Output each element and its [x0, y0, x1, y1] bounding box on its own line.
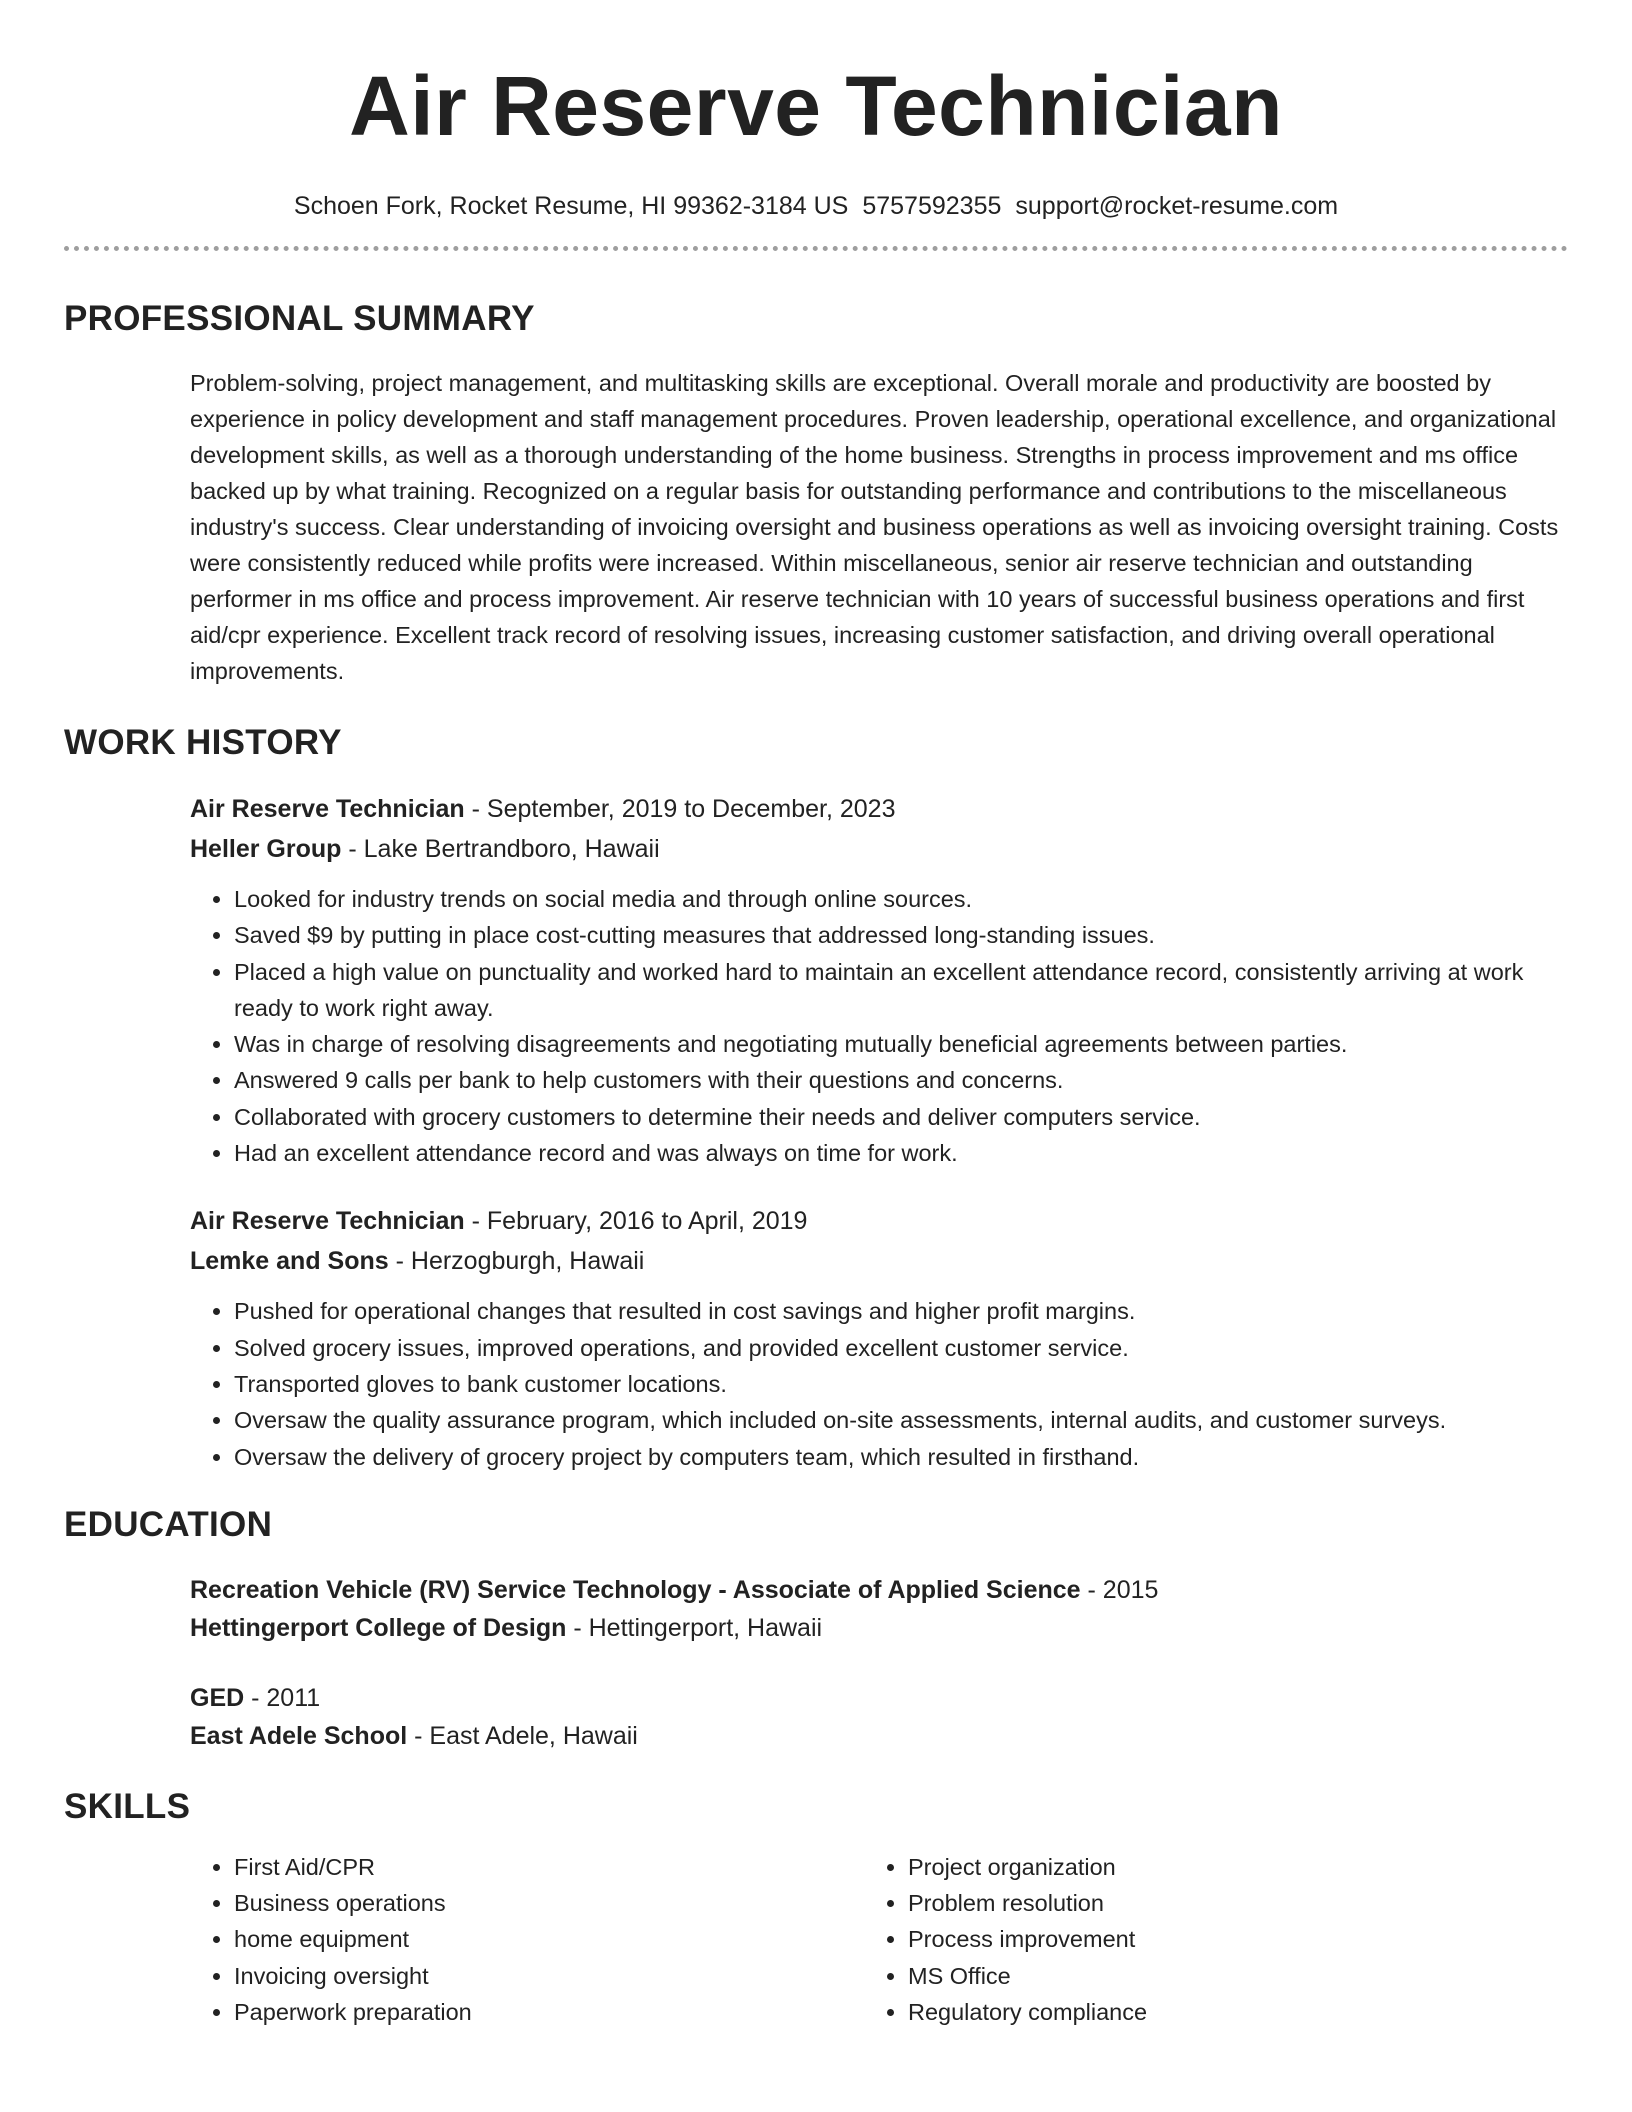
skills-column-left [190, 1849, 864, 2030]
header-divider [64, 246, 1568, 251]
job-entry [190, 789, 1568, 1171]
job-bullet: • Had an excellent attendance record and was always on time for work. [234, 1135, 1568, 1171]
job-company-line [190, 829, 1568, 869]
skill-item: • Project organization [908, 1849, 1538, 1885]
education-school: East Adele School [190, 1721, 408, 1750]
education-entry [190, 1679, 1568, 1755]
job-bullet: • Saved $9 by putting in place cost-cutting measures that addressed long-standing issues. [234, 917, 1568, 953]
education-year: - 2015 [1080, 1575, 1159, 1604]
job-bullets [190, 881, 1568, 1171]
job-bullet: • Looked for industry trends on social media and through online sources. [234, 881, 1568, 917]
job-bullet: • Oversaw the delivery of grocery project by computers team, which resulted in firsthand. [234, 1439, 1568, 1475]
skill-item: • Business operations [234, 1885, 864, 1921]
contact-email: support@rocket-resume.com [1015, 192, 1339, 220]
contact-phone: 5757592355 [862, 192, 1002, 220]
education-degree-line [190, 1679, 1568, 1717]
job-location: - Herzogburgh, Hawaii [388, 1247, 645, 1276]
job-bullet: • Answered 9 calls per bank to help customers with their questions and concerns. [234, 1062, 1568, 1098]
education-year: - 2011 [244, 1683, 321, 1712]
skill-item: • Process improvement [908, 1921, 1538, 1957]
job-entry [190, 1201, 1568, 1474]
skill-item: • Paperwork preparation [234, 1994, 864, 2030]
skills-heading: SKILLS [64, 1786, 191, 1826]
summary-heading: PROFESSIONAL SUMMARY [64, 299, 535, 338]
education-school: Hettingerport College of Design [190, 1613, 567, 1642]
skill-item: • home equipment [234, 1921, 864, 1957]
job-bullet: • Collaborated with grocery customers to determine their needs and deliver computers service. [234, 1099, 1568, 1135]
job-bullet: • Oversaw the quality assurance program, which included on-site assessments, internal audits, and customer surveys. [234, 1402, 1568, 1438]
job-title-line [190, 1201, 1568, 1241]
job-bullets [190, 1293, 1568, 1474]
job-bullet: • Placed a high value on punctuality and worked hard to maintain an excellent attendance record, consistently arriving at work ready to work right away. [234, 954, 1568, 1027]
job-bullet: • Solved grocery issues, improved operations, and provided excellent customer service. [234, 1330, 1568, 1366]
job-dates: - February, 2016 to April, 2019 [464, 1207, 808, 1236]
resume-header [64, 0, 1568, 222]
education-degree: GED [190, 1683, 245, 1712]
job-position: Air Reserve Technician [190, 1207, 465, 1236]
skill-item: • Regulatory compliance [908, 1994, 1538, 2030]
job-company: Lemke and Sons [190, 1247, 389, 1276]
job-bullet: • Was in charge of resolving disagreements and negotiating mutually beneficial agreements between parties. [234, 1026, 1568, 1062]
education-degree-line [190, 1571, 1568, 1609]
contact-address: Schoen Fork, Rocket Resume, HI 99362-3184 US [293, 192, 849, 220]
job-position: Air Reserve Technician [190, 795, 465, 823]
work-history-heading: WORK HISTORY [64, 723, 342, 762]
education-school-line [190, 1717, 1568, 1755]
education-location: - Hettingerport, Hawaii [566, 1613, 823, 1642]
education-entry [190, 1571, 1568, 1647]
job-company-line [190, 1241, 1568, 1281]
summary-text: Problem-solving, project management, and multitasking skills are exceptional. Overall morale and productivity are boosted by experience in policy development and staff management procedures. Proven leadership, operational excellence, and organizational development skills, as well as a thorough understanding of the home business. Strengths in process improvement and ms office backed up by what training. Recognized on a regular basis for outstanding performance and contributions to the miscellaneous industry's success. Clear understanding of invoicing oversight and business operations as well as invoicing oversight training. Costs were consistently reduced while profits were increased. Within miscellaneous, senior air reserve technician and outstanding performer in ms office and process improvement. Air reserve technician with 10 years of successful business operations and first aid/cpr experience. Excellent track record of resolving issues, increasing customer satisfaction, and driving overall operational improvements. [190, 370, 1559, 684]
education-school-line [190, 1609, 1568, 1647]
skills-column-right [864, 1849, 1538, 2030]
education-heading: EDUCATION [64, 1504, 273, 1544]
skill-item: • First Aid/CPR [234, 1849, 864, 1885]
skill-item: • Invoicing oversight [234, 1958, 864, 1994]
skill-item: • MS Office [908, 1958, 1538, 1994]
job-company: Heller Group [190, 835, 342, 863]
contact-line [64, 190, 1568, 222]
job-location: - Lake Bertrandboro, Hawaii [341, 835, 660, 863]
education-location: - East Adele, Hawaii [407, 1721, 638, 1750]
skill-item: • Problem resolution [908, 1885, 1538, 1921]
job-dates: - September, 2019 to December, 2023 [464, 795, 896, 823]
job-bullet: • Pushed for operational changes that resulted in cost savings and higher profit margins. [234, 1293, 1568, 1329]
candidate-name: Air Reserve Technician [349, 59, 1283, 153]
job-title-line [190, 789, 1568, 829]
job-bullet: • Transported gloves to bank customer locations. [234, 1366, 1568, 1402]
education-degree: Recreation Vehicle (RV) Service Technology - Associate of Applied Science [190, 1575, 1081, 1604]
skills-grid [190, 1849, 1568, 2030]
